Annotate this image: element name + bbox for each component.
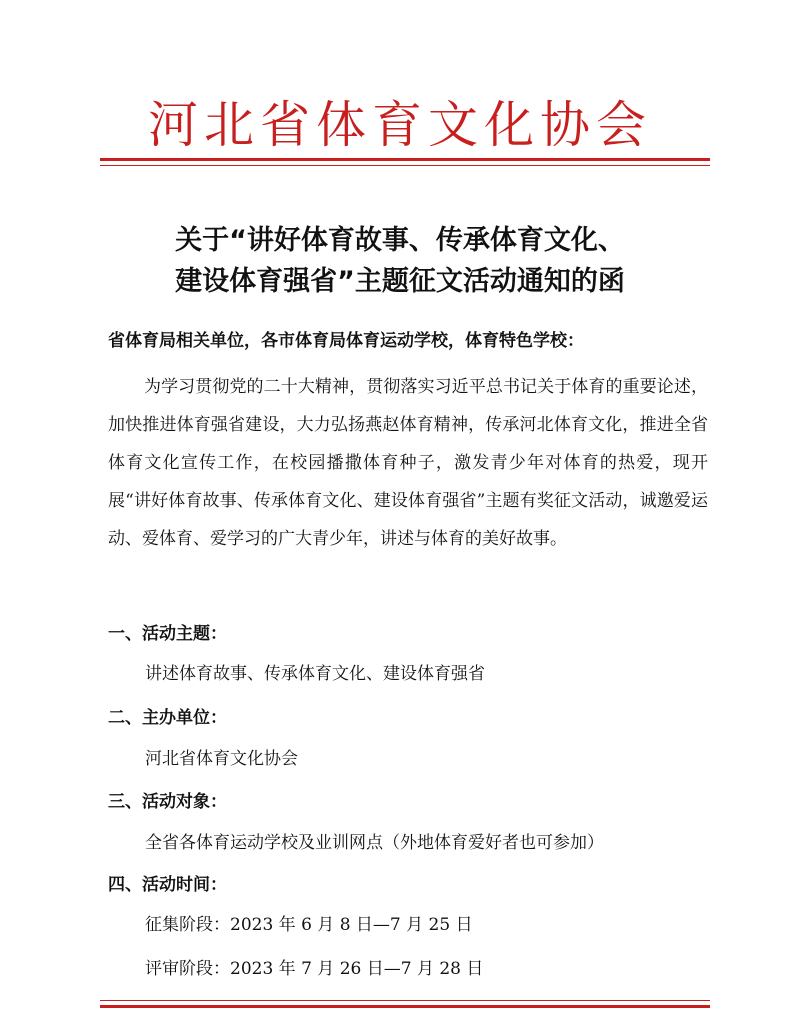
section-heading-theme: 一、活动主题：	[108, 624, 227, 644]
section-heading-participants: 三、活动对象：	[108, 792, 227, 812]
section-heading-schedule: 四、活动时间：	[108, 875, 227, 895]
letterhead-rule-thin	[100, 165, 710, 166]
section-item-review-phase: 评审阶段：2023 年 7 月 26 日—7 月 28 日	[145, 959, 484, 979]
footer-rule-thick	[100, 1005, 710, 1008]
section-item-participants: 全省各体育运动学校及业训网点（外地体育爱好者也可参加）	[145, 833, 604, 853]
section-heading-organizer: 二、主办单位：	[108, 708, 227, 728]
letterhead-org-name: 河北省体育文化协会	[148, 96, 652, 154]
footer-rule-thin	[100, 1000, 710, 1001]
letterhead-rule-thick	[100, 158, 710, 161]
intro-paragraph: 为学习贯彻党的二十大精神，贯彻落实习近平总书记关于体育的重要论述，加快推进体育强省建设，大力弘扬燕赵体育精神，传承河北体育文化，推进全省体育文化宣传工作，在校园播撒体育种子，激发青少年对体育的热爱，现开展“讲好体育故事、传承体育文化、建设体育强省”主题有奖征文活动，诚邀爱运动、爱体育、爱学习的广大青少年，讲述与体育的美好故事。	[108, 377, 708, 549]
section-item-organizer: 河北省体育文化协会	[145, 749, 298, 769]
section-item-collection-phase: 征集阶段：2023 年 6 月 8 日—7 月 25 日	[145, 915, 473, 935]
document-title-line-1: 关于“讲好体育故事、传承体育文化、	[175, 225, 625, 256]
section-item-theme: 讲述体育故事、传承体育文化、建设体育强省	[145, 664, 485, 684]
document-title-line-2: 建设体育强省”主题征文活动通知的函	[175, 266, 625, 297]
salutation: 省体育局相关单位，各市体育局体育运动学校，体育特色学校：	[108, 331, 584, 351]
